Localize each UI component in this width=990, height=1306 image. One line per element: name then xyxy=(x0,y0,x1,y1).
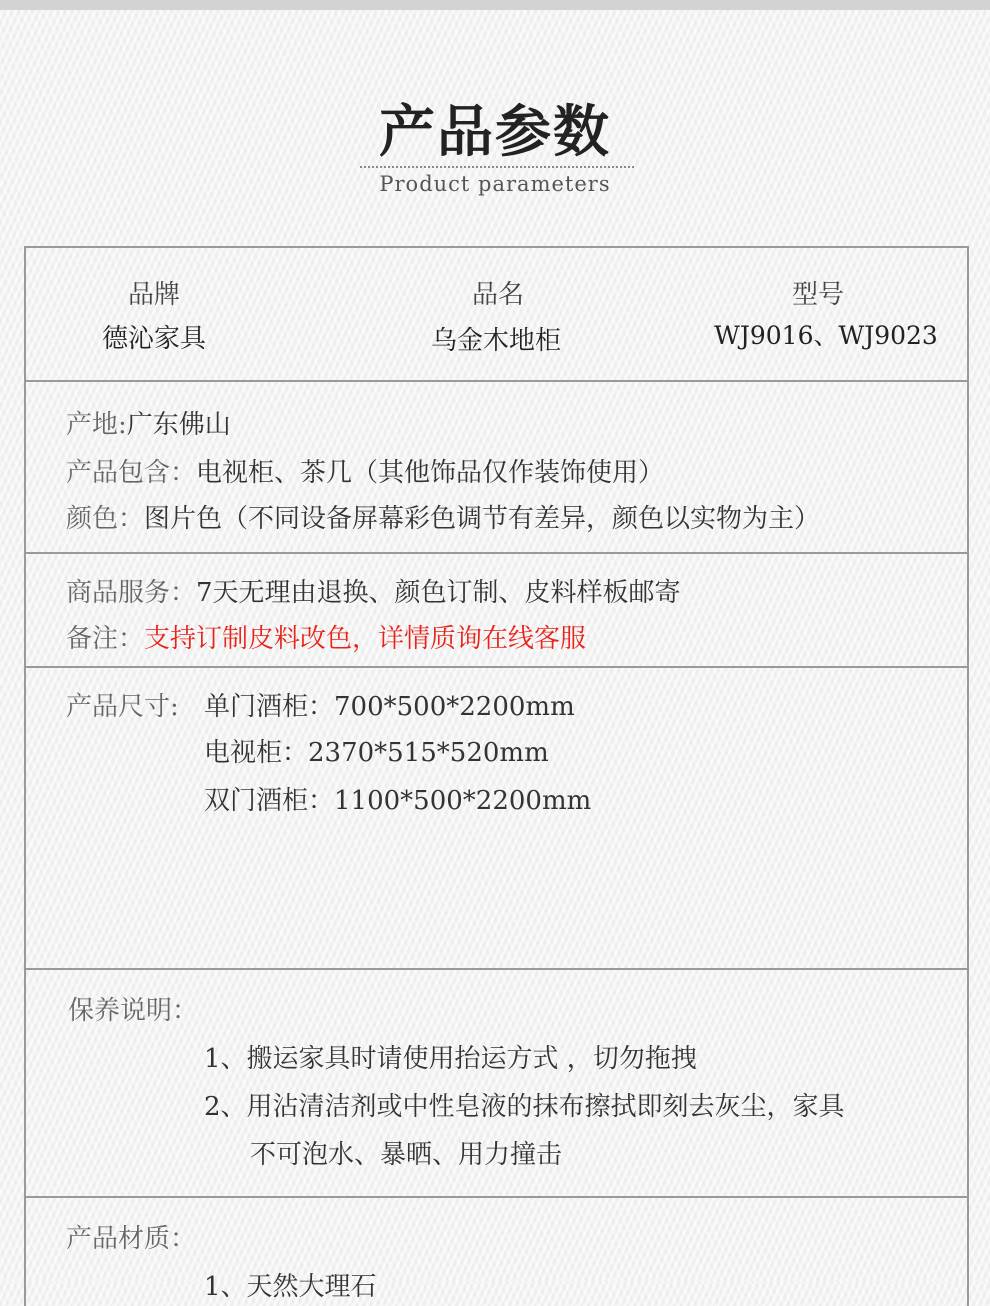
brand-value: 德沁家具 xyxy=(101,324,206,354)
includes-label: 产品包含： xyxy=(66,458,197,488)
material-label: 产品材质： xyxy=(66,1224,197,1254)
row-divider xyxy=(26,380,967,382)
includes-value: 电视柜、茶几（其他饰品仅作装饰使用） xyxy=(196,458,665,488)
spec-table xyxy=(24,246,969,1306)
color-label: 颜色： xyxy=(66,504,145,534)
origin-value: 广东佛山 xyxy=(126,410,231,440)
row-divider xyxy=(26,666,967,668)
brand-label: 品牌 xyxy=(127,280,180,310)
color-line xyxy=(66,498,820,535)
material-item: 1、天然大理石 xyxy=(204,1272,377,1302)
page-subtitle: Product parameters xyxy=(379,172,611,196)
service-label: 商品服务： xyxy=(66,578,197,608)
color-value: 图片色（不同设备屏幕彩色调节有差异，颜色以实物为主） xyxy=(144,504,821,534)
service-value: 7天无理由退换、颜色订制、皮料样板邮寄 xyxy=(196,578,681,608)
origin-label: 产地: xyxy=(66,410,127,440)
row-divider xyxy=(26,1196,967,1198)
care-item: 2、用沾清洁剂或中性皂液的抹布擦拭即刻去灰尘，家具 xyxy=(204,1092,845,1122)
top-bar xyxy=(0,0,990,10)
care-item: 不可泡水、暴晒、用力撞击 xyxy=(250,1140,563,1170)
note-label: 备注： xyxy=(66,624,145,654)
model-value: WJ9016、WJ9023 xyxy=(714,321,938,350)
dimension-item: 双门酒柜：1100*500*2200mm xyxy=(204,786,592,816)
model-label: 型号 xyxy=(791,280,844,310)
page-title: 产品参数 xyxy=(379,100,611,165)
name-label: 品名 xyxy=(471,280,524,310)
row-divider xyxy=(26,552,967,554)
note-line xyxy=(66,618,586,655)
includes-line xyxy=(66,452,664,489)
dimensions-label: 产品尺寸: xyxy=(66,692,179,722)
dimension-item: 电视柜：2370*515*520mm xyxy=(204,738,549,768)
note-value: 支持订制皮料改色，详情质询在线客服 xyxy=(144,624,587,654)
care-label: 保养说明： xyxy=(68,996,199,1026)
origin-line xyxy=(66,404,231,441)
title-divider xyxy=(360,166,634,168)
row-divider xyxy=(26,968,967,970)
care-item: 1、搬运家具时请使用抬运方式 ，切勿拖拽 xyxy=(204,1044,697,1074)
service-line xyxy=(66,572,681,609)
dimension-item: 单门酒柜：700*500*2200mm xyxy=(204,692,575,722)
name-value: 乌金木地柜 xyxy=(430,326,561,356)
